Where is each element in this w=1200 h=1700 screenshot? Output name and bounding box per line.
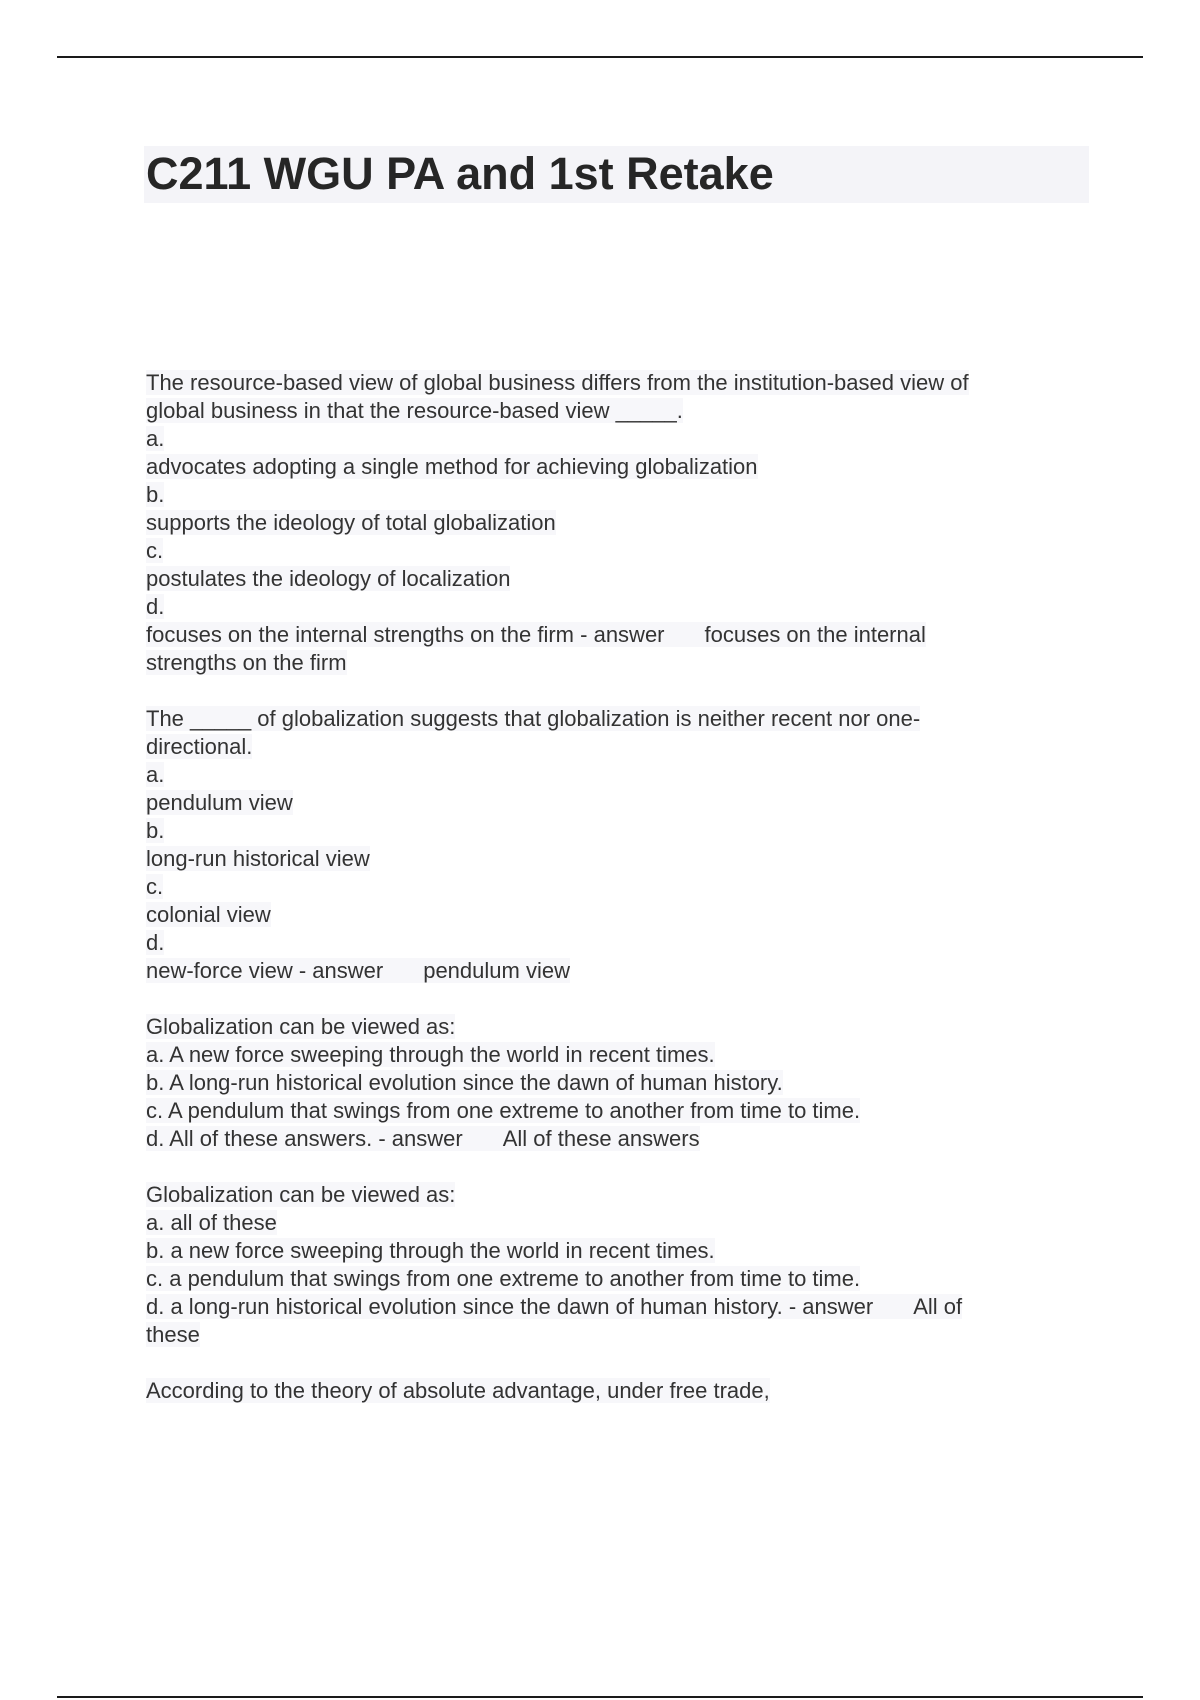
- answer-text: All of: [913, 1294, 963, 1319]
- answer-line-text: [146, 1294, 962, 1319]
- question-text: According to the theory of absolute advantage, under free trade,: [146, 1378, 770, 1403]
- answer-line-text: [146, 958, 570, 983]
- question-line: [146, 1209, 1076, 1237]
- answer-wrap-line: [146, 1321, 1076, 1349]
- question-line: [146, 733, 1076, 761]
- question-line-text: Globalization can be viewed as:: [146, 1014, 456, 1039]
- question-line: [146, 901, 1076, 929]
- question-line-text: Globalization can be viewed as:: [146, 1182, 456, 1207]
- question-line: [146, 537, 1076, 565]
- document-body: [146, 369, 1076, 1433]
- question-line-text: advocates adopting a single method for achieving globalization: [146, 454, 758, 479]
- question-line-text: b.: [146, 818, 165, 843]
- answer-separator: - answer: [580, 622, 665, 647]
- answer-line: [146, 1293, 1076, 1321]
- question-line-text: long-run historical view: [146, 846, 370, 871]
- question-line-text: c. A pendulum that swings from one extreme to another from time to time.: [146, 1098, 861, 1123]
- question-line-text: b. A long-run historical evolution since the dawn of human history.: [146, 1070, 783, 1095]
- question-4: [146, 1181, 1076, 1349]
- question-line: [146, 397, 1076, 425]
- question-line: [146, 1237, 1076, 1265]
- answer-wrap-text: these: [146, 1322, 200, 1347]
- answer-wrap-text: strengths on the firm: [146, 650, 347, 675]
- question-line: [146, 845, 1076, 873]
- answer-line: [146, 1125, 1076, 1153]
- question-line-text: global business in that the resource-based view _____.: [146, 398, 683, 423]
- question-line-text: c.: [146, 538, 164, 563]
- question-line-text: a.: [146, 426, 165, 451]
- question-line: [146, 705, 1076, 733]
- question-line-text: a.: [146, 762, 165, 787]
- question-line: [146, 1013, 1076, 1041]
- answer-line-text: [146, 622, 926, 647]
- answer-line: [146, 621, 1076, 649]
- trailing-question: [146, 1377, 1076, 1405]
- question-line: [146, 929, 1076, 957]
- question-line-text: d.: [146, 930, 165, 955]
- question-line: [146, 1181, 1076, 1209]
- question-line-text: a. A new force sweeping through the world in recent times.: [146, 1042, 715, 1067]
- question-line: [146, 481, 1076, 509]
- bottom-rule: [57, 1696, 1143, 1698]
- answer-text: pendulum view: [423, 958, 570, 983]
- answer-separator: - answer: [298, 958, 384, 983]
- question-2: [146, 705, 1076, 985]
- question-line-text: The _____ of globalization suggests that globalization is neither recent nor one-: [146, 706, 921, 731]
- question-line: [146, 565, 1076, 593]
- question-1: [146, 369, 1076, 677]
- question-line: [146, 369, 1076, 397]
- last-option-text: focuses on the internal strengths on the firm: [146, 622, 575, 647]
- top-rule: [57, 56, 1143, 58]
- question-line-text: d.: [146, 594, 165, 619]
- question-text-line: [146, 1377, 1076, 1405]
- answer-line: [146, 957, 1076, 985]
- question-line: [146, 1041, 1076, 1069]
- question-line: [146, 817, 1076, 845]
- last-option-text: d. All of these answers.: [146, 1126, 373, 1151]
- question-line-text: a. all of these: [146, 1210, 277, 1235]
- question-line-text: b. a new force sweeping through the world in recent times.: [146, 1238, 715, 1263]
- question-line-text: c.: [146, 874, 164, 899]
- question-line-text: colonial view: [146, 902, 271, 927]
- question-line: [146, 425, 1076, 453]
- answer-separator: - answer: [378, 1126, 463, 1151]
- question-line: [146, 453, 1076, 481]
- question-line: [146, 509, 1076, 537]
- page-title: C211 WGU PA and 1st Retake: [146, 148, 774, 199]
- question-3: [146, 1013, 1076, 1153]
- answer-wrap-line: [146, 649, 1076, 677]
- last-option-text: new-force view: [146, 958, 293, 983]
- question-line: [146, 1097, 1076, 1125]
- answer-separator: - answer: [788, 1294, 874, 1319]
- question-line: [146, 873, 1076, 901]
- question-line-text: postulates the ideology of localization: [146, 566, 511, 591]
- question-line-text: b.: [146, 482, 165, 507]
- answer-line-text: [146, 1126, 700, 1151]
- question-line-text: The resource-based view of global business differs from the institution-based view of: [146, 370, 969, 395]
- last-option-text: d. a long-run historical evolution since the dawn of human history.: [146, 1294, 783, 1319]
- question-line: [146, 1069, 1076, 1097]
- question-line: [146, 593, 1076, 621]
- question-line-text: c. a pendulum that swings from one extreme to another from time to time.: [146, 1266, 861, 1291]
- question-line-text: pendulum view: [146, 790, 293, 815]
- question-line-text: supports the ideology of total globalization: [146, 510, 556, 535]
- question-line: [146, 789, 1076, 817]
- answer-text: All of these answers: [502, 1126, 700, 1151]
- answer-text: focuses on the internal: [704, 622, 926, 647]
- question-line: [146, 1265, 1076, 1293]
- question-line-text: directional.: [146, 734, 253, 759]
- question-line: [146, 761, 1076, 789]
